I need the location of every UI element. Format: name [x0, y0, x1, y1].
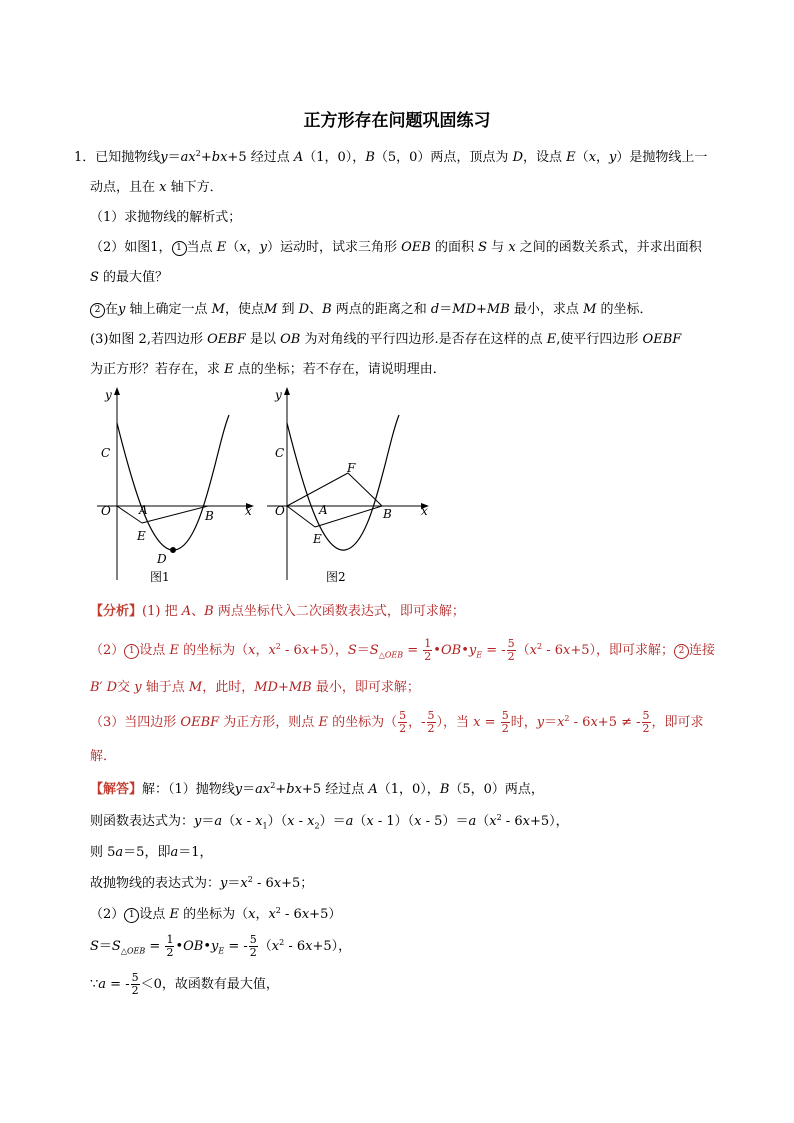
- figure-2-caption: 图2: [326, 570, 346, 584]
- figure-1: [95, 385, 260, 585]
- svg-text:y: y: [275, 388, 282, 402]
- svg-text:E: E: [137, 529, 146, 543]
- page-title: 正方形存在问题巩固练习: [303, 111, 491, 131]
- part-2-line-2: S 的最大值？: [90, 270, 169, 285]
- fig1-y-label: y: [105, 388, 112, 402]
- svg-text:O: O: [275, 504, 285, 518]
- solution-tag: 【解答】: [90, 782, 143, 797]
- svg-text:x: x: [421, 504, 428, 518]
- part-3-line-2: 为正方形？若存在，求 E 点的坐标；若不存在，请说明理由．: [90, 362, 446, 377]
- question-line-1: 1．已知抛物线$y=ax^2+bx+5$ 经过点 A（1，0），B（5，0）两点，顶点为 D，设点 E（x，y）是抛物线上一: [74, 149, 708, 165]
- analysis-line-2: （2） 1 设点 E 的坐标为（x，$x^2 - 6x+5$），$S=S_{\triangle OEB}$ = $\frac{1}{2}$ $•OB•y_E$ = - $\frac{5}{2}$ $(x^2 - 6x+5)$，即可求解； 2 连接: [90, 637, 716, 663]
- svg-text:E: E: [313, 532, 322, 546]
- question-line-2: 动点，且在 x 轴下方．: [90, 180, 223, 195]
- solution-line-3: 则 5a＝5，即a＝1，: [90, 845, 213, 860]
- svg-text:B: B: [383, 507, 392, 521]
- solution-line-2: 则函数表达式为：$y=a(x - x_1)(x - x_2)=a(x - 1)(x - 5)=a(x^2 - 6x+5)$，: [90, 813, 569, 831]
- svg-text:D: D: [157, 552, 167, 566]
- analysis-line-5: 解．: [90, 749, 117, 764]
- solution-line-7: ∵a = - $\frac{5}{2}$ ＜0，故函数有最大值，: [90, 971, 279, 997]
- solution-line-4: 故抛物线的表达式为：$y=x^2 - 6x+5$；: [90, 875, 314, 891]
- svg-text:F: F: [347, 461, 356, 475]
- solution-line-1: 【解答】解：（1）抛物线$y=ax^2+bx+5$ 经过点 A（1，0），B（5，0）两点，: [90, 781, 544, 797]
- fig1-x-label: x: [245, 504, 252, 518]
- svg-text:C: C: [275, 446, 285, 460]
- solution-line-5: （2） 1 设点 E 的坐标为（x，$x^2 - 6x+5$）: [90, 906, 342, 922]
- figure-2: [265, 385, 435, 585]
- analysis-line-4: （3）当四边形 OEBF 为正方形，则点 E 的坐标为（ $\frac{5}{2}$ ，- $\frac{5}{2}$ ），当 x = $\frac{5}{2}$ 时，$y=x^2 - 6x+5$ ≠ - $\frac{5}{2}$ ，即可求: [90, 709, 704, 735]
- part-2-line-1: （2）如图1， 1 当点 E（x，y）运动时，试求三角形 OEB 的面积 S 与 x 之间的函数关系式，并求出面积: [90, 240, 702, 255]
- svg-text:O: O: [101, 504, 111, 518]
- analysis-tag: 【分析】: [90, 604, 143, 619]
- svg-text:A: A: [319, 503, 328, 517]
- svg-text:A: A: [139, 503, 148, 517]
- part-1: （1）求抛物线的解析式；: [90, 210, 242, 225]
- analysis-line-1: 【分析】(1) 把 A、B 两点坐标代入二次函数表达式，即可求解；: [90, 604, 465, 619]
- solution-line-6: $S=S_{\triangle OEB}$ = $\frac{1}{2}$ $•OB•y_E$ = - $\frac{5}{2}$ $(x^2 - 6x+5)$，: [90, 933, 352, 959]
- svg-text:B: B: [205, 509, 214, 523]
- svg-text:C: C: [101, 446, 111, 460]
- part-2-sub-2: 2 在y 轴上确定一点 M，使点M 到 D、B 两点的距离之和 d＝MD+MB 最小，求点 M 的坐标．: [90, 298, 653, 318]
- analysis-line-3: B′ D交 y 轴于点 M，此时，MD+MB 最小，即可求解；: [90, 680, 420, 695]
- part-3-line-1: (3)如图 2,若四边形 OEBF 是以 OB 为对角线的平行四边形.是否存在这样的点 E,使平行四边形 OEBF: [90, 332, 682, 347]
- figure-1-caption: 图1: [150, 570, 170, 584]
